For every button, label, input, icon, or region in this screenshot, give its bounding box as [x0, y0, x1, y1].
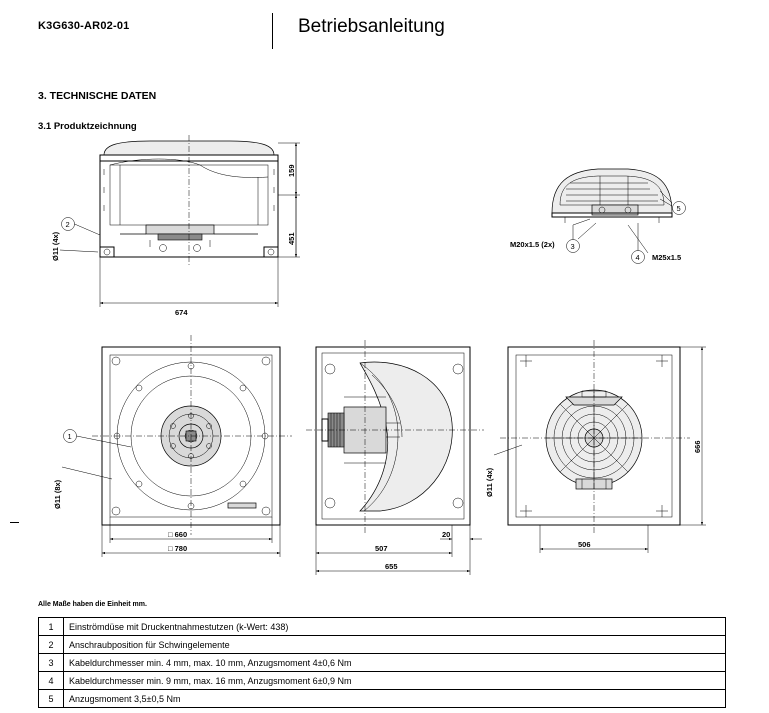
legend-number: 2: [39, 636, 64, 654]
callout-2: 2: [65, 220, 70, 229]
rear-view: [485, 340, 706, 553]
legend-number: 5: [39, 690, 64, 708]
callout-3: 3: [570, 242, 575, 251]
dim-inlet-hole-dia: Ø11 (8x): [53, 479, 62, 509]
dim-rear-height: 666: [693, 440, 702, 453]
legend-text: Anschraubposition für Schwingelemente: [64, 636, 726, 654]
callout-5: 5: [676, 204, 681, 213]
dim-inlet-square-inner: □ 660: [168, 530, 188, 539]
dim-side-offset: 20: [442, 530, 451, 539]
dim-front-width: 674: [175, 308, 188, 317]
table-row: [39, 654, 726, 672]
dim-inlet-square-outer: □ 780: [168, 544, 188, 553]
dim-rear-width: 506: [578, 540, 591, 549]
legend-text: Einströmdüse mit Druckentnahmestutzen (k-Wert: 438): [64, 618, 726, 636]
label-gland-left: M20x1.5 (2x): [510, 240, 555, 249]
legend-text: Anzugsmoment 3,5±0,5 Nm: [64, 690, 726, 708]
legend-number: 3: [39, 654, 64, 672]
dim-front-hole-dia: Ø11 (4x): [51, 231, 60, 261]
inlet-view: [53, 335, 292, 557]
table-row: [39, 618, 726, 636]
callout-4: 4: [635, 253, 640, 262]
table-row: [39, 672, 726, 690]
legend-table: [38, 617, 726, 708]
dim-front-height-top: 159: [287, 164, 296, 177]
page-header: [0, 10, 769, 50]
label-gland-right: M25x1.5: [652, 253, 682, 262]
front-view: [51, 135, 300, 317]
callout-1: 1: [67, 432, 72, 441]
legend-text: Kabeldurchmesser min. 4 mm, max. 10 mm, Anzugsmoment 4±0,6 Nm: [64, 654, 726, 672]
dim-front-height-total: 451: [287, 232, 296, 245]
legend-number: 1: [39, 618, 64, 636]
legend-number: 4: [39, 672, 64, 690]
table-row: [39, 636, 726, 654]
section-heading: 3. TECHNISCHE DATEN: [38, 90, 157, 102]
document-code: K3G630-AR02-01: [38, 20, 130, 32]
dim-rear-hole-dia: Ø11 (4x): [485, 467, 494, 497]
top-view: [510, 169, 686, 264]
document-title: Betriebsanleitung: [298, 16, 445, 37]
header-divider: [272, 13, 273, 49]
subsection-heading: 3.1 Produktzeichnung: [38, 121, 137, 132]
dim-side-total: 655: [385, 562, 398, 571]
legend-text: Kabeldurchmesser min. 9 mm, max. 16 mm, Anzugsmoment 6±0,9 Nm: [64, 672, 726, 690]
side-view: [306, 340, 484, 575]
product-drawing: [0, 135, 769, 600]
units-note: Alle Maße haben die Einheit mm.: [38, 601, 147, 608]
table-row: [39, 690, 726, 708]
dim-side-depth: 507: [375, 544, 388, 553]
